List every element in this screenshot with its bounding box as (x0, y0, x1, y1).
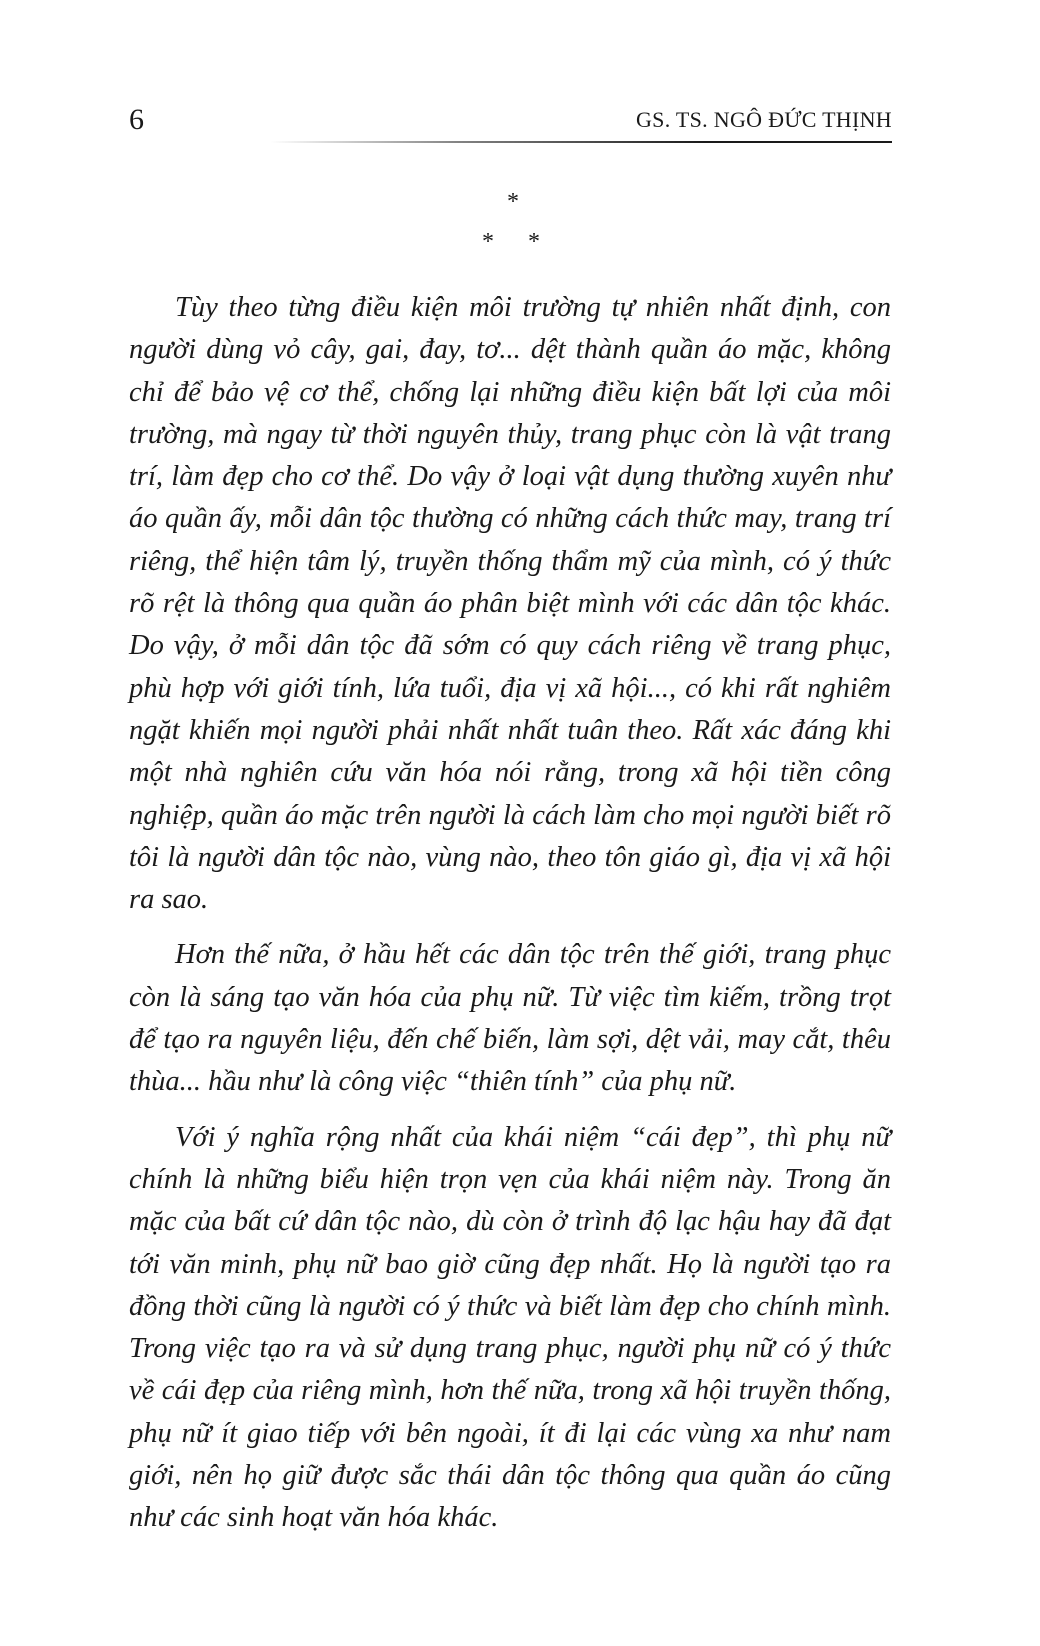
asterism-star-left: * (482, 229, 494, 255)
paragraph-costume-origins: Tùy theo từng điều kiện môi trường tự nhiên nhất định, con người dùng vỏ cây, gai, đay, tơ... dệt thành quần áo mặc, không chỉ để bảo vệ cơ thể, chống lại những điều kiện bất lợi của môi trường, mà ngay từ thời nguyên thủy, trang phục còn là vật trang trí, làm đẹp cho cơ thể. Do vậy ở loại vật dụng thường xuyên như áo quần ấy, mỗi dân tộc thường có những cách thức may, trang trí riêng, thể hiện tâm lý, truyền thống thẩm mỹ của mình, có ý thức rõ rệt là thông qua quần áo phân biệt mình với các dân tộc khác. Do vậy, ở mỗi dân tộc đã sớm có quy cách riêng về trang phục, phù hợp với giới tính, lứa tuổi, địa vị xã hội..., có khi rất nghiêm ngặt khiến mọi người phải nhất nhất tuân theo. Rất xác đáng khi một nhà nghiên cứu văn hóa nói rằng, trong xã hội tiền công nghiệp, quần áo mặc trên người là cách làm cho mọi người biết rõ tôi là người dân tộc nào, vùng nào, theo tôn giáo gì, địa vị xã hội ra sao. (129, 292, 891, 916)
asterism-star-top: * (507, 189, 519, 215)
running-header-author: GS. TS. NGÔ ĐỨC THỊNH (635, 107, 892, 132)
page-number: 6 (129, 103, 144, 136)
body-text (129, 287, 891, 1553)
paragraph-beauty: Với ý nghĩa rộng nhất của khái niệm “cái đẹp”, thì phụ nữ chính là những biểu hiện trọn vẹn của khái niệm này. Trong ăn mặc của bất cứ dân tộc nào, dù còn ở trình độ lạc hậu hay đã đạt tới văn minh, phụ nữ bao giờ cũng đẹp nhất. Họ là người tạo ra đồng thời cũng là người có ý thức và biết làm đẹp cho chính mình. Trong việc tạo ra và sử dụng trang phục, người phụ nữ có ý thức về cái đẹp của riêng mình, hơn thế nữa, trong xã hội truyền thống, phụ nữ ít giao tiếp với bên ngoài, ít đi lại các vùng xa như nam giới, nên họ giữ được sắc thái dân tộc thông qua quần áo cũng như các sinh hoạt văn hóa khác. (129, 1121, 891, 1534)
paragraph-women-creators: Hơn thế nữa, ở hầu hết các dân tộc trên thế giới, trang phục còn là sáng tạo văn hóa của phụ nữ. Từ việc tìm kiếm, trồng trọt để tạo ra nguyên liệu, đến chế biến, làm sợi, dệt vải, may cắt, thêu thùa... hầu như là công việc “thiên tính” của phụ nữ. (129, 939, 891, 1098)
header-rule (270, 141, 892, 143)
section-asterism (460, 190, 570, 260)
asterism-star-right: * (528, 229, 540, 255)
